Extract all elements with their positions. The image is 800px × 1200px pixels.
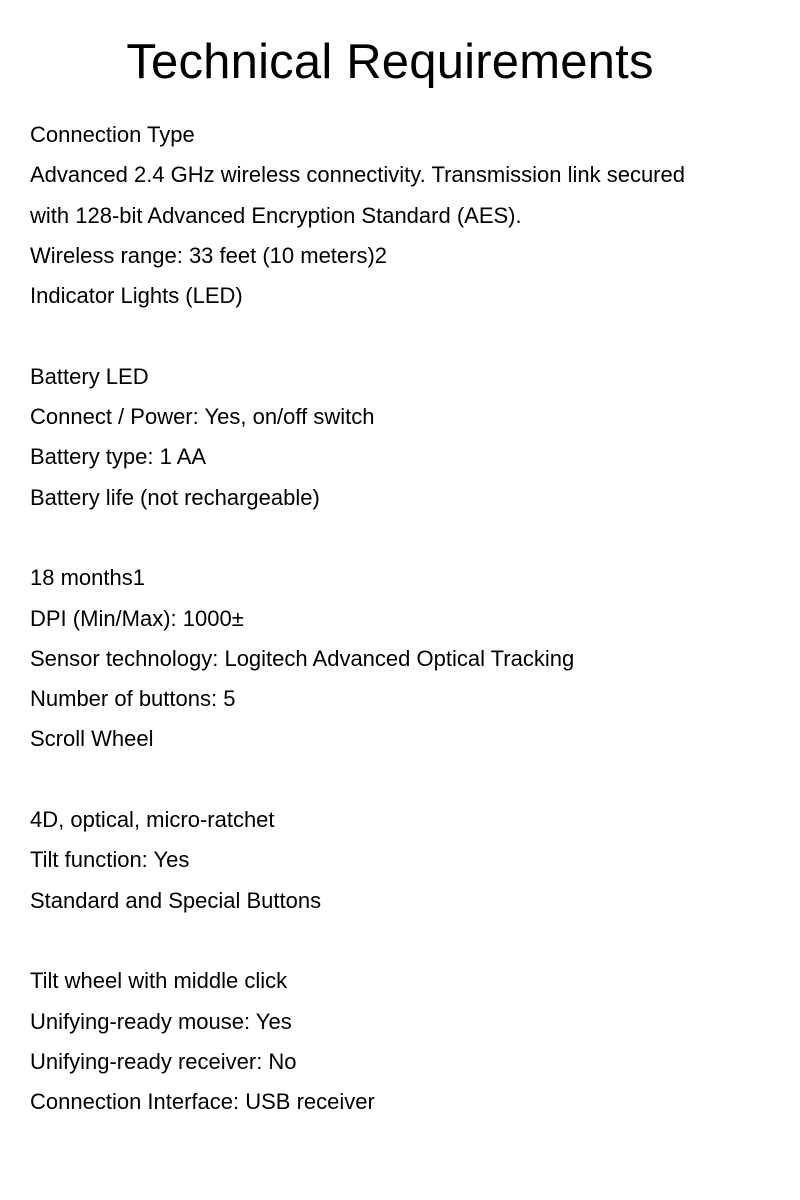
spec-line-connect-power: Connect / Power: Yes, on/off switch (30, 404, 375, 430)
spec-line-tilt-wheel-click: Tilt wheel with middle click (30, 968, 288, 994)
spec-heading-connection-type: Connection Type (30, 122, 195, 147)
spec-line-unifying-receiver: Unifying-ready receiver: No (30, 1048, 297, 1074)
section-spacer (30, 760, 770, 800)
spec-line-tilt-function: Tilt function: Yes (30, 847, 190, 873)
spec-line-connectivity: Advanced 2.4 GHz wireless connectivity. Transmission link secured (30, 162, 685, 188)
spec-line-encryption: with 128-bit Advanced Encryption Standard (AES). (30, 202, 522, 228)
spec-heading-battery-life: Battery life (not rechargeable) (30, 484, 320, 510)
section-spacer (30, 518, 770, 558)
spec-line-wireless-range: Wireless range: 33 feet (10 meters)2 (30, 242, 388, 268)
spec-line-battery-type: Battery type: 1 AA (30, 444, 207, 470)
page-title: Technical Requirements (126, 35, 654, 89)
spec-line-sensor-technology: Sensor technology: Logitech Advanced Optical Tracking (30, 645, 575, 671)
spec-line-connection-interface: Connection Interface: USB receiver (30, 1089, 375, 1115)
spec-line-unifying-mouse: Unifying-ready mouse: Yes (30, 1008, 292, 1034)
spec-line-dpi: DPI (Min/Max): 1000± (30, 605, 244, 631)
spec-line-scroll-type: 4D, optical, micro-ratchet (30, 807, 275, 833)
spec-heading-indicator-lights: Indicator Lights (LED) (30, 283, 243, 309)
section-spacer (30, 921, 770, 961)
spec-heading-standard-special-buttons: Standard and Special Buttons (30, 887, 322, 913)
spec-line-battery-led: Battery LED (30, 363, 149, 389)
section-spacer (30, 316, 770, 356)
spec-line-number-of-buttons: Number of buttons: 5 (30, 686, 236, 712)
spec-list (30, 115, 770, 1122)
spec-heading-scroll-wheel: Scroll Wheel (30, 726, 154, 752)
spec-line-battery-duration: 18 months1 (30, 565, 145, 591)
